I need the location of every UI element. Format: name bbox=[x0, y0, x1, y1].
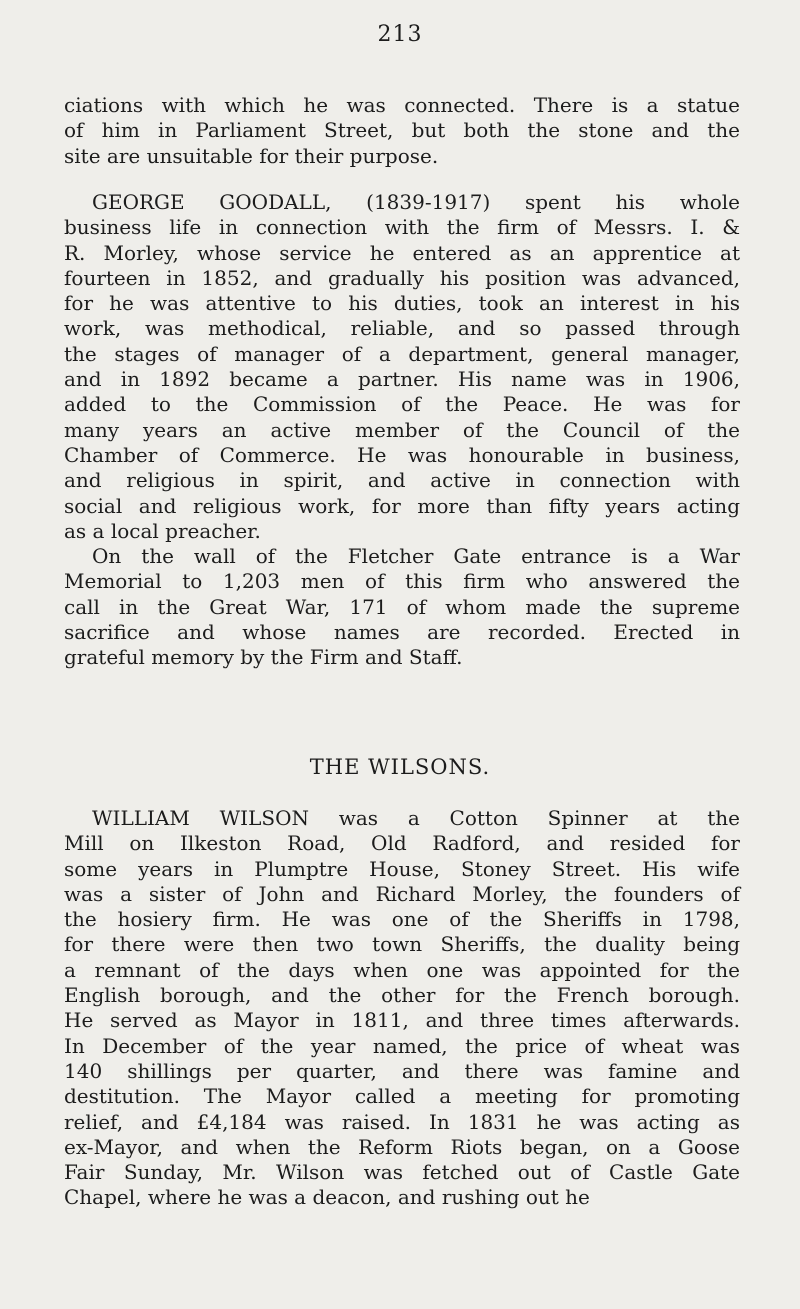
text-line: ex-Mayor, and when the Reform Riots began, on a Goose bbox=[64, 1134, 740, 1159]
paragraph-continuation bbox=[64, 93, 740, 169]
text-line: Fair Sunday, Mr. Wilson was fetched out of Castle Gate bbox=[64, 1160, 740, 1185]
text-line: for there were then two town Sheriffs, the duality being bbox=[64, 932, 740, 957]
text-line: English borough, and the other for the French borough. bbox=[64, 983, 740, 1008]
text-line: He served as Mayor in 1811, and three times afterwards. bbox=[64, 1008, 740, 1033]
text-line: some years in Plumptre House, Stoney Street. His wife bbox=[64, 856, 740, 881]
text-line: Chamber of Commerce. He was honourable in business, bbox=[64, 442, 740, 467]
text-line: GEORGE GOODALL, (1839-1917) spent his whole bbox=[92, 190, 740, 214]
text-line: work, was methodical, reliable, and so passed through bbox=[64, 316, 740, 341]
text-line: as a local preacher. bbox=[64, 518, 261, 543]
text-line: Chapel, where he was a deacon, and rushing out he bbox=[64, 1185, 590, 1210]
text-line: relief, and £4,184 was raised. In 1831 he was acting as bbox=[64, 1109, 740, 1134]
paragraph-george-goodall bbox=[64, 190, 740, 671]
text-line: was a sister of John and Richard Morley, the founders of bbox=[64, 881, 740, 906]
text-line: grateful memory by the Firm and Staff. bbox=[64, 645, 463, 670]
text-line: Mill on Ilkeston Road, Old Radford, and resided for bbox=[64, 831, 740, 856]
text-line: In December of the year named, the price of wheat was bbox=[64, 1033, 740, 1058]
paragraph-william-wilson bbox=[64, 806, 740, 1211]
text-line: On the wall of the Fletcher Gate entrance is a War bbox=[92, 544, 740, 569]
text-line: WILLIAM WILSON was a Cotton Spinner at the bbox=[92, 806, 740, 830]
text-line: 140 shillings per quarter, and there was famine and bbox=[64, 1058, 740, 1083]
text-line: business life in connection with the firm of Messrs. I. & bbox=[64, 215, 740, 240]
text-line: added to the Commission of the Peace. He was for bbox=[64, 392, 740, 417]
text-line: ciations with which he was connected. There is a statue bbox=[64, 93, 740, 117]
page-number: 213 bbox=[377, 22, 423, 47]
text-line: and religious in spirit, and active in connection with bbox=[64, 468, 740, 493]
text-line: and in 1892 became a partner. His name was in 1906, bbox=[64, 367, 740, 392]
text-line: sacrifice and whose names are recorded. Erected in bbox=[64, 620, 740, 645]
text-line: social and religious work, for more than fifty years acting bbox=[64, 493, 740, 518]
text-line: fourteen in 1852, and gradually his position was advanced, bbox=[64, 265, 740, 290]
text-line: the stages of manager of a department, general manager, bbox=[64, 341, 740, 366]
text-line: destitution. The Mayor called a meeting for promoting bbox=[64, 1084, 740, 1109]
text-line: R. Morley, whose service he entered as an apprentice at bbox=[64, 240, 740, 265]
text-line: site are unsuitable for their purpose. bbox=[64, 143, 439, 168]
text-line: call in the Great War, 171 of whom made the supreme bbox=[64, 594, 740, 619]
text-line: the hosiery firm. He was one of the Sheriffs in 1798, bbox=[64, 907, 740, 932]
text-line: many years an active member of the Council of the bbox=[64, 417, 740, 442]
text-line: for he was attentive to his duties, took an interest in his bbox=[64, 291, 740, 316]
text-line: of him in Parliament Street, but both the stone and the bbox=[64, 118, 740, 143]
text-line: Memorial to 1,203 men of this firm who answered the bbox=[64, 569, 740, 594]
section-heading: THE WILSONS. bbox=[309, 755, 491, 779]
text-line: a remnant of the days when one was appointed for the bbox=[64, 957, 740, 982]
